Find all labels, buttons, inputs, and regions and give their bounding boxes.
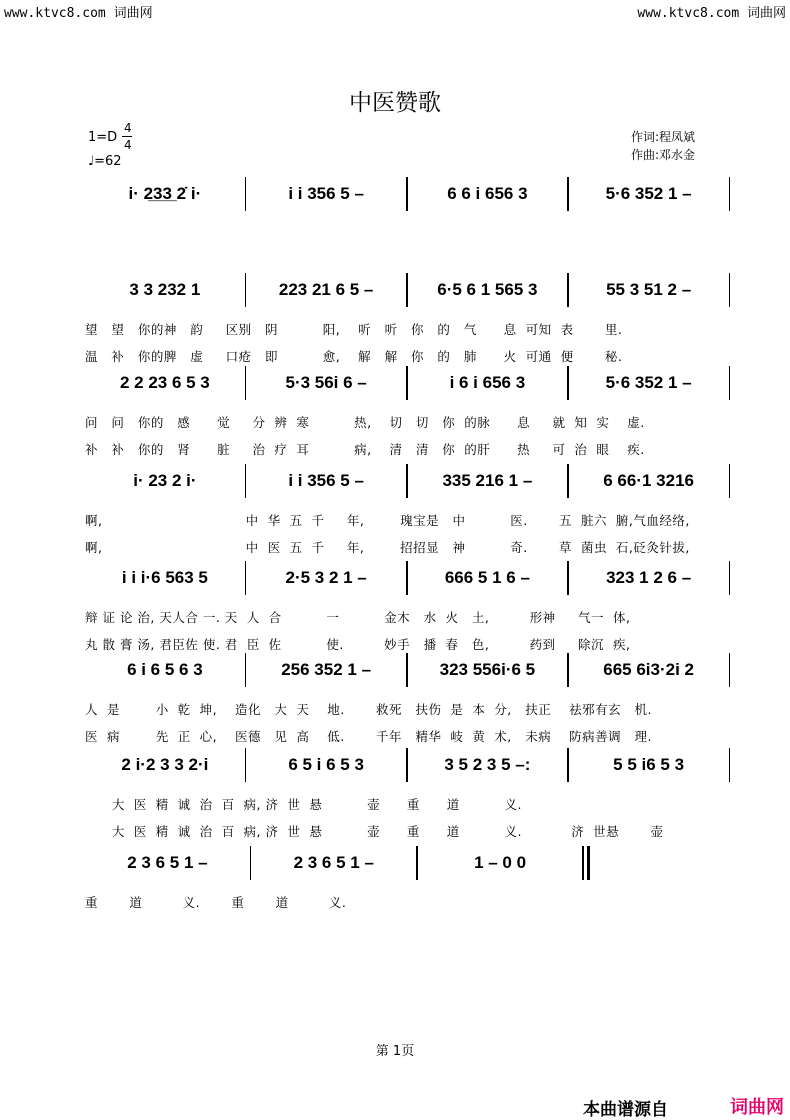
measure: 2 i·2 3 3 2·i [121, 755, 209, 774]
measure: i· 23 2 i· [133, 471, 197, 490]
source-brand-logo: 词曲网 [730, 1097, 784, 1118]
key-signature: 1=D [88, 130, 118, 145]
lyric-line: 大 医 精 诚 治 百 病, 济 世 悬 壶 重 道 义. 济 世悬 壶 [85, 824, 664, 839]
score-row [85, 560, 730, 596]
measure: i i 356 5 – [288, 471, 364, 490]
composer-credit: 作曲:邓水金 [631, 148, 696, 162]
score-row [85, 747, 730, 783]
measure: 2 2 23 6 5 3 [119, 373, 210, 392]
lyric-line: 重 道 义. 重 道 义. [85, 895, 347, 910]
final-bar-line [587, 846, 590, 880]
lyric-line: 医 病 先 正 心, 医德 见 高 低. 千年 精华 岐 黄 术, 未病 防病善调 理. [85, 729, 652, 744]
site-url-right: www.ktvc8.com 词曲网 [637, 6, 786, 21]
score-row [85, 176, 730, 212]
song-title: 中医赞歌 [349, 90, 441, 116]
bar-line [729, 464, 731, 498]
measure: 665 6i3·2i 2 [603, 660, 694, 679]
measure: 1 – 0 0 [474, 853, 527, 872]
lyric-line: 补 补 你的 肾 脏 治 疗 耳 病, 清 清 你 的肝 热 可 治 眼 疾. [85, 442, 645, 457]
measure: 55 3 51 2 – [606, 280, 692, 299]
measure: 5 5 i6 5 3 [613, 755, 685, 774]
measure: 3 3 232 1 [129, 280, 201, 299]
time-signature-top: 4 [124, 121, 132, 135]
measure: 223 21 6 5 – [278, 280, 374, 299]
measure: 5·6 352 1 – [605, 184, 692, 203]
measure: 666 5 1 6 – [444, 568, 530, 587]
bar-line [729, 273, 731, 307]
lyric-line: 人 是 小 乾 坤, 造化 大 天 地. 救死 扶伤 是 本 分, 扶正 祛邪有玄 机. [85, 702, 652, 717]
measure: i· 2̲3̲3̲ 2̇ i· [128, 184, 202, 203]
measure: 6 6 i 656 3 [447, 184, 528, 203]
measure: 256 352 1 – [281, 660, 372, 679]
tempo-marking: ♩=62 [88, 154, 122, 169]
bar-line [582, 846, 584, 880]
score-row [85, 845, 590, 881]
time-signature-bottom: 4 [124, 138, 132, 152]
measure: 6 i 6 5 6 3 [127, 660, 203, 679]
lyricist-credit: 作词:程凤斌 [631, 130, 696, 144]
measure: 2 3 6 5 1 – [127, 853, 208, 872]
lyric-line: 啊, 中 医 五 千 年, 招招显 神 奇. 草 菌虫 石,砭灸针拔, [85, 540, 690, 555]
measure: 323 556i·6 5 [439, 660, 536, 679]
measure: 5·3 56i 6 – [285, 373, 367, 392]
score-row [85, 365, 730, 401]
page-number: 第 1页 [375, 1044, 415, 1059]
bar-line [729, 561, 731, 595]
measure: 6·5 6 1 565 3 [437, 280, 538, 299]
measure: 2 3 6 5 1 – [293, 853, 374, 872]
lyric-line: 辩 证 论 治, 天人合 一. 天 人 合 一 金木 水 火 土, 形神 气一 体, [85, 610, 631, 625]
bar-line [729, 177, 731, 211]
bar-line [729, 748, 731, 782]
score-row [85, 272, 730, 308]
measure: i 6 i 656 3 [449, 373, 526, 392]
measure: i i 356 5 – [288, 184, 364, 203]
measure: 323 1 2 6 – [606, 568, 692, 587]
lyric-line: 望 望 你的神 韵 区别 阴 阳, 听 听 你 的 气 息 可知 表 里. [85, 322, 623, 337]
lyric-line: 丸 散 膏 汤, 君臣佐 使. 君 臣 佐 使. 妙手 播 春 色, 药到 除沉 疾, [85, 637, 631, 652]
bar-line [729, 653, 731, 687]
time-signature-line [122, 136, 132, 137]
lyric-line: 问 问 你的 感 觉 分 辨 寒 热, 切 切 你 的脉 息 就 知 实 虚. [85, 415, 645, 430]
source-label: 本曲谱源自 [583, 1100, 668, 1120]
measure: 2·5 3 2 1 – [285, 568, 367, 587]
measure: 3 5 2 3 5 –: [444, 755, 531, 774]
measure: 335 216 1 – [442, 471, 533, 490]
score-row [85, 652, 730, 688]
measure: 5·6 352 1 – [605, 373, 692, 392]
measure: 6 66·1 3216 [603, 471, 694, 490]
measure: i i i·6 563 5 [121, 568, 208, 587]
bar-line [729, 366, 731, 400]
site-url-left: www.ktvc8.com 词曲网 [4, 6, 153, 21]
score-row [85, 463, 730, 499]
lyric-line: 温 补 你的脾 虚 口疮 即 愈, 解 解 你 的 肺 火 可通 便 秘. [85, 349, 623, 364]
measure: 6 5 i 6 5 3 [288, 755, 364, 774]
lyric-line: 大 医 精 诚 治 百 病, 济 世 悬 壶 重 道 义. [85, 797, 522, 812]
lyric-line: 啊, 中 华 五 千 年, 瑰宝是 中 医. 五 脏六 腑,气血经络, [85, 513, 690, 528]
